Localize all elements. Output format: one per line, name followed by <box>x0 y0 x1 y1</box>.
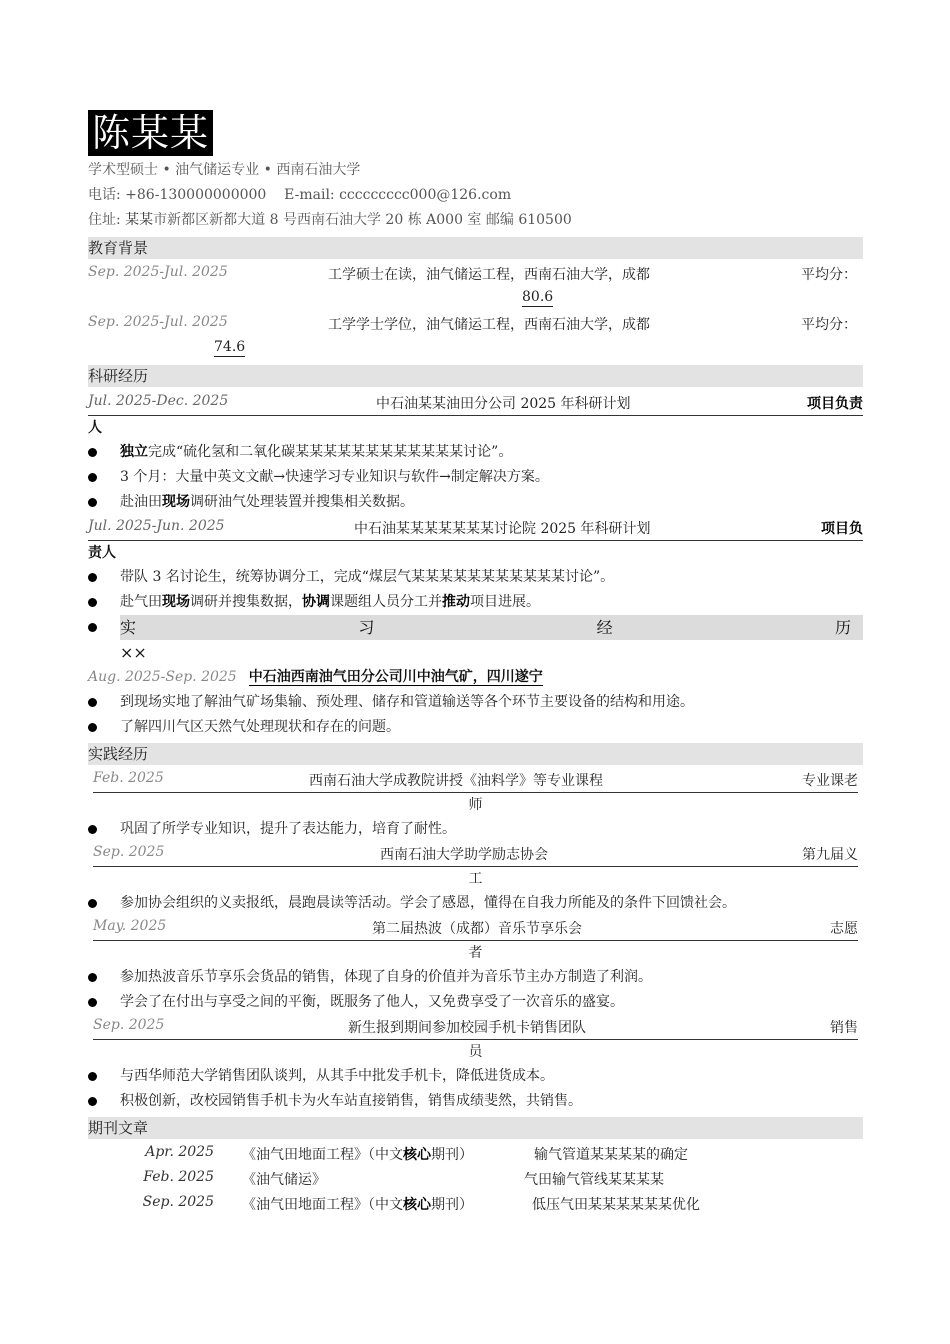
bullet-text: 完成“硫化氢和二氧化碳某某某某某某某某某某某某讨论”。 <box>148 444 513 460</box>
bullet-item <box>88 465 863 490</box>
internship-company: 中石油西南油气田分公司川中油气矿，四川遂宁 <box>248 669 543 685</box>
practice-date: Feb. 2025 <box>93 770 164 786</box>
bullet-text: 调研油气处理装置并搜集相关数据。 <box>190 494 414 510</box>
bullet-item <box>88 440 863 465</box>
education-row <box>88 262 863 312</box>
internship-bar <box>120 615 863 640</box>
practice-role: 销售 <box>830 1020 858 1036</box>
section-practice: 实践经历 <box>88 743 863 765</box>
journal-name-pre: 《油气田地面工程》（中文 <box>242 1147 403 1163</box>
journal-name <box>242 1144 473 1164</box>
project-title: 中石油某某某某某某某讨论院 2025 年科研计划 <box>354 521 651 537</box>
section-education: 教育背景 <box>88 237 863 259</box>
gpa-value: 74.6 <box>214 339 246 355</box>
bullet-text: 赴气田 <box>120 594 162 610</box>
address-line <box>88 208 863 233</box>
journal-name <box>242 1194 473 1214</box>
address-rest: 市新都区新都大道 8 号西南石油大学 20 栋 A000 室 邮编 610500 <box>153 212 572 228</box>
bullet-bold: 协调 <box>302 594 330 610</box>
resume-page <box>88 110 863 1217</box>
education-date: Sep. 2025-Jul. 2025 <box>88 314 228 330</box>
journal-name-post: 期刊） <box>431 1197 473 1213</box>
project-date: Jul. 2025-Dec. 2025 <box>88 393 229 409</box>
project-date: Jul. 2025-Jun. 2025 <box>88 518 225 534</box>
project-header <box>88 390 863 416</box>
bullet-item: 到现场实地了解油气矿场集输、预处理、储存和管道输送等各个环节主要设备的结构和用途。 <box>88 690 863 715</box>
journal-article: 气田输气管线某某某某 <box>524 1172 664 1188</box>
bullet-item: 巩固了所学专业知识，提升了表达能力，培育了耐性。 <box>88 817 863 842</box>
journal-article: 输气管道某某某某的确定 <box>534 1147 688 1163</box>
journal-name-post: 期刊） <box>431 1147 473 1163</box>
journal-date: Sep. 2025 <box>142 1194 214 1210</box>
journal-row <box>88 1142 863 1167</box>
practice-header <box>93 842 858 867</box>
contact-line: 电话: +86-130000000000 E-mail: ccccccccc000@126.com <box>88 187 512 203</box>
bullet-text: 课题组人员分工并 <box>330 594 442 610</box>
bullet-text: 带队 3 名讨论生，统筹协调分工，完成“煤层气某某某某某某某某某某某讨论”。 <box>120 569 615 585</box>
education-date: Sep. 2025-Jul. 2025 <box>88 264 228 280</box>
bullet-text: 3 个月：大量中英文文献→快速学习专业知识与软件→制定解决方案。 <box>120 469 549 485</box>
education-row <box>88 312 863 362</box>
journal-name <box>242 1169 326 1189</box>
bullet-bold: 现场 <box>162 594 190 610</box>
journal-core: 核心 <box>403 1147 431 1163</box>
bullet-item: 参加热波音乐节享乐会货品的销售，体现了自身的价值并为音乐节主办方制造了利润。 <box>88 965 863 990</box>
practice-role: 专业课老 <box>802 773 858 789</box>
journal-date: Feb. 2025 <box>143 1169 214 1185</box>
project-title: 中石油某某油田分公司 2025 年科研计划 <box>376 396 631 412</box>
summary-line: 学术型硕士 • 油气储运专业 • 西南石油大学 <box>88 162 361 178</box>
bullet-item <box>88 490 863 515</box>
internship-date: Aug. 2025-Sep. 2025 <box>88 669 237 685</box>
practice-date: Sep. 2025 <box>93 844 165 860</box>
practice-role-wrap: 员 <box>468 1044 483 1060</box>
bullet-item: 学会了在付出与享受之间的平衡，既服务了他人，又免费享受了一次音乐的盛宴。 <box>88 990 863 1015</box>
gpa-label: 平均分： <box>801 267 857 283</box>
internship-char: 实 <box>120 618 137 637</box>
internship-char: 经 <box>596 618 613 637</box>
practice-header <box>93 1015 858 1040</box>
address-label: 住址: <box>88 212 126 228</box>
practice-role: 志愿 <box>830 921 858 937</box>
practice-title: 第二届热波（成都）音乐节享乐会 <box>372 921 582 937</box>
practice-role: 第九届义 <box>802 847 858 863</box>
internship-xx: ×× <box>120 643 147 662</box>
journal-core: 核心 <box>403 1197 431 1213</box>
section-journal: 期刊文章 <box>88 1117 863 1139</box>
candidate-name: 陈某某 <box>88 110 213 156</box>
practice-date: Sep. 2025 <box>93 1017 165 1033</box>
bullet-item: 与西华师范大学销售团队谈判，从其手中批发手机卡，降低进货成本。 <box>88 1064 863 1089</box>
bullet-item: 了解四川气区天然气处理现状和存在的问题。 <box>88 715 863 740</box>
practice-title: 西南石油大学成教院讲授《油料学》等专业课程 <box>309 773 603 789</box>
bullet-text: 调研并搜集数据， <box>190 594 302 610</box>
project-role-wrap: 责人 <box>88 545 116 561</box>
internship-heading <box>88 615 863 665</box>
gpa-label: 平均分： <box>801 317 857 333</box>
bullet-text: 项目进展。 <box>470 594 540 610</box>
bullet-bold: 推动 <box>442 594 470 610</box>
journal-name-pre: 《油气储运》 <box>242 1172 326 1188</box>
project-role-wrap: 人 <box>88 420 102 436</box>
bullet-item: 积极创新，改校园销售手机卡为火车站直接销售，销售成绩斐然，共销售。 <box>88 1089 863 1114</box>
practice-role-wrap: 者 <box>468 945 483 961</box>
education-main: 工学硕士在读，油气储运工程，西南石油大学，成都 <box>328 267 650 283</box>
journal-name-pre: 《油气田地面工程》（中文 <box>242 1197 403 1213</box>
bullet-item <box>88 590 863 615</box>
practice-header <box>93 768 858 793</box>
address-city: 某某 <box>125 212 154 228</box>
internship-row <box>88 665 863 690</box>
education-main: 工学学士学位，油气储运工程，西南石油大学，成都 <box>328 317 650 333</box>
project-header <box>88 515 863 541</box>
internship-char: 习 <box>358 618 375 637</box>
bullet-item <box>88 565 863 590</box>
journal-row <box>88 1192 863 1217</box>
bullet-bold: 独立 <box>120 444 148 460</box>
gpa-value: 80.6 <box>522 289 554 305</box>
practice-role-wrap: 工 <box>468 871 483 887</box>
bullet-bold: 现场 <box>162 494 190 510</box>
project-role: 项目负责 <box>807 396 863 412</box>
journal-article: 低压气田某某某某某某优化 <box>532 1197 700 1213</box>
project-role: 项目负 <box>821 521 863 537</box>
bullet-dot <box>88 623 97 632</box>
practice-header <box>93 916 858 941</box>
bullet-text: 赴油田 <box>120 494 162 510</box>
practice-title: 西南石油大学助学励志协会 <box>380 847 548 863</box>
practice-title: 新生报到期间参加校园手机卡销售团队 <box>348 1020 586 1036</box>
practice-date: May. 2025 <box>93 918 167 934</box>
section-research: 科研经历 <box>88 365 863 387</box>
internship-char: 历 <box>834 618 851 637</box>
journal-date: Apr. 2025 <box>145 1144 214 1160</box>
practice-role-wrap: 师 <box>468 797 483 813</box>
bullet-item: 参加协会组织的义卖报纸，晨跑晨读等活动。学会了感恩，懂得在自我力所能及的条件下回馈社会。 <box>88 891 863 916</box>
journal-row <box>88 1167 863 1192</box>
